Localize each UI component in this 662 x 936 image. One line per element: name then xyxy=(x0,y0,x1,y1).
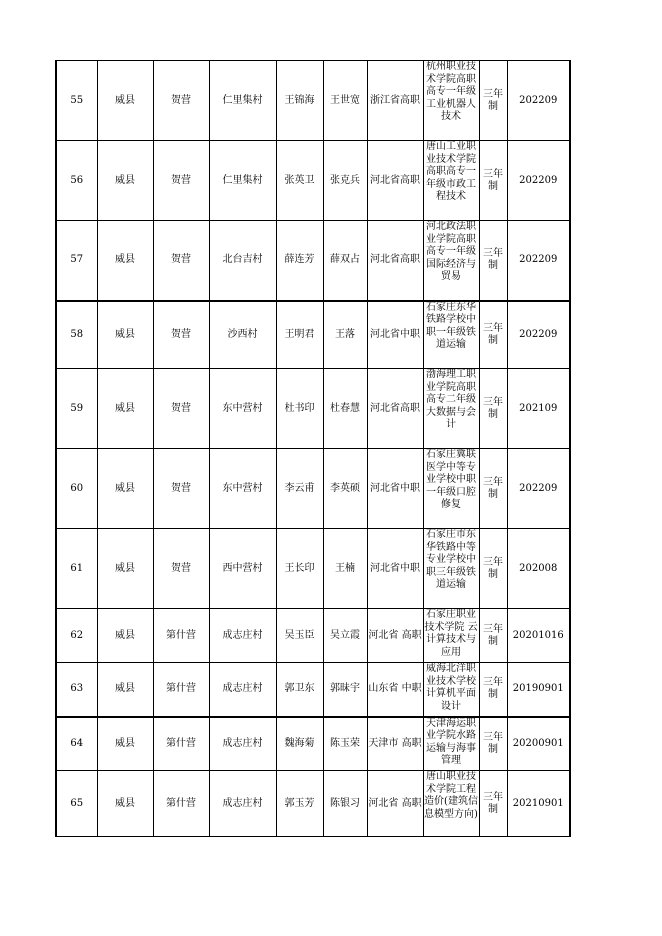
major-text: 石家庄东华铁路学校中职一年级铁道运输 xyxy=(426,301,476,350)
parent-name-cell: 魏海菊 xyxy=(276,717,323,771)
student-name-cell: 薛双占 xyxy=(323,221,367,301)
student-name-cell: 李英硕 xyxy=(323,449,367,529)
county-cell: 威县 xyxy=(97,449,153,529)
duration-cell: 三年制 xyxy=(479,369,507,449)
parent-name-cell: 张英卫 xyxy=(276,141,323,221)
school-major-cell xyxy=(423,663,479,717)
village-cell: 东中营村 xyxy=(209,449,276,529)
enroll-date-cell: 202209 xyxy=(507,221,570,301)
village-cell: 北台吉村 xyxy=(209,221,276,301)
school-location-cell: 天津市 高职 xyxy=(367,717,423,771)
table-row xyxy=(56,61,570,141)
school-major-cell xyxy=(423,301,479,369)
town-cell: 贺营 xyxy=(153,449,209,529)
table-row xyxy=(56,221,570,301)
duration-cell: 三年制 xyxy=(479,141,507,221)
major-text: 河北政法职业学院高职高专一年级国际经济与贸易 xyxy=(426,221,476,282)
duration-cell: 三年制 xyxy=(479,771,507,837)
village-cell: 西中营村 xyxy=(209,529,276,609)
town-cell: 贺营 xyxy=(153,301,209,369)
parent-name-cell: 李云甫 xyxy=(276,449,323,529)
school-location-cell: 河北省 高职 xyxy=(367,609,423,663)
school-major-cell xyxy=(423,717,479,771)
school-major-cell xyxy=(423,449,479,529)
town-cell: 第什营 xyxy=(153,663,209,717)
village-cell: 成志庄村 xyxy=(209,717,276,771)
table-row xyxy=(56,529,570,609)
town-cell: 贺营 xyxy=(153,369,209,449)
row-number: 60 xyxy=(56,449,97,529)
county-cell: 威县 xyxy=(97,663,153,717)
student-name-cell: 杜春慧 xyxy=(323,369,367,449)
student-name-cell: 王世宽 xyxy=(323,61,367,141)
school-major-cell xyxy=(423,771,479,837)
parent-name-cell: 王锦海 xyxy=(276,61,323,141)
student-name-cell: 张克兵 xyxy=(323,141,367,221)
row-number: 56 xyxy=(56,141,97,221)
parent-name-cell: 王长印 xyxy=(276,529,323,609)
major-text: 石家庄市东华铁路中等专业学校中职三年级铁道运输 xyxy=(426,529,476,590)
village-cell: 东中营村 xyxy=(209,369,276,449)
town-cell: 贺营 xyxy=(153,529,209,609)
table-row xyxy=(56,449,570,529)
major-text: 石家庄冀联医学中等专业学校中职一年级口腔修复 xyxy=(426,449,476,510)
village-cell: 成志庄村 xyxy=(209,609,276,663)
enroll-date-cell: 202209 xyxy=(507,61,570,141)
student-name-cell: 王楠 xyxy=(323,529,367,609)
enroll-date-cell: 20210901 xyxy=(507,771,570,837)
school-location-cell: 山东省 中职 xyxy=(367,663,423,717)
school-location-cell: 河北省高职 xyxy=(367,221,423,301)
duration-cell: 三年制 xyxy=(479,301,507,369)
county-cell: 威县 xyxy=(97,529,153,609)
major-text: 唐山职业技术学院工程造价(建筑信息模型方向) xyxy=(424,771,478,820)
major-text: 唐山工业职业技术学院高职高专一年级市政工程技术 xyxy=(426,141,476,202)
town-cell: 贺营 xyxy=(153,221,209,301)
row-number: 65 xyxy=(56,771,97,837)
duration-cell: 三年制 xyxy=(479,529,507,609)
row-number: 57 xyxy=(56,221,97,301)
enroll-date-cell: 20190901 xyxy=(507,663,570,717)
parent-name-cell: 郭玉芳 xyxy=(276,771,323,837)
county-cell: 威县 xyxy=(97,771,153,837)
enroll-date-cell: 202209 xyxy=(507,141,570,221)
town-cell: 第什营 xyxy=(153,609,209,663)
table-row xyxy=(56,301,570,369)
table-row xyxy=(56,771,570,837)
parent-name-cell: 王明君 xyxy=(276,301,323,369)
county-cell: 威县 xyxy=(97,301,153,369)
school-location-cell: 河北省中职 xyxy=(367,301,423,369)
school-major-cell xyxy=(423,369,479,449)
duration-cell: 三年制 xyxy=(479,609,507,663)
parent-name-cell: 郭卫东 xyxy=(276,663,323,717)
town-cell: 贺营 xyxy=(153,141,209,221)
village-cell: 仁里集村 xyxy=(209,61,276,141)
row-number: 64 xyxy=(56,717,97,771)
enroll-date-cell: 20201016 xyxy=(507,609,570,663)
enroll-date-cell: 202109 xyxy=(507,369,570,449)
enroll-date-cell: 202209 xyxy=(507,449,570,529)
student-name-cell: 郭昧宇 xyxy=(323,663,367,717)
table-row xyxy=(56,141,570,221)
row-number: 63 xyxy=(56,663,97,717)
duration-cell: 三年制 xyxy=(479,61,507,141)
table-row xyxy=(56,663,570,717)
school-major-cell xyxy=(423,141,479,221)
major-text: 石家庄职业技术学院 云计算技术与应用 xyxy=(424,609,478,658)
major-text: 天津海运职业学院水路运输与海事管理 xyxy=(426,717,476,766)
village-cell: 成志庄村 xyxy=(209,663,276,717)
table-row xyxy=(56,369,570,449)
school-major-cell xyxy=(423,609,479,663)
parent-name-cell: 杜书印 xyxy=(276,369,323,449)
table-row xyxy=(56,609,570,663)
table-row xyxy=(56,717,570,771)
major-text: 杭州职业技术学院高职高专一年级工业机器人技术 xyxy=(426,61,476,122)
duration-cell: 三年制 xyxy=(479,449,507,529)
enroll-date-cell: 202209 xyxy=(507,301,570,369)
student-name-cell: 陈玉荣 xyxy=(323,717,367,771)
county-cell: 威县 xyxy=(97,61,153,141)
school-location-cell: 河北省 高职 xyxy=(367,771,423,837)
school-location-cell: 浙江省高职 xyxy=(367,61,423,141)
village-cell: 仁里集村 xyxy=(209,141,276,221)
county-cell: 威县 xyxy=(97,609,153,663)
major-text: 威海北洋职业技术学校 计算机平面设计 xyxy=(426,663,476,712)
enroll-date-cell: 20200901 xyxy=(507,717,570,771)
village-cell: 成志庄村 xyxy=(209,771,276,837)
county-cell: 威县 xyxy=(97,221,153,301)
school-major-cell xyxy=(423,61,479,141)
county-cell: 威县 xyxy=(97,369,153,449)
enroll-date-cell: 202008 xyxy=(507,529,570,609)
school-location-cell: 河北省中职 xyxy=(367,529,423,609)
student-name-cell: 陈银习 xyxy=(323,771,367,837)
town-cell: 贺营 xyxy=(153,61,209,141)
row-number: 62 xyxy=(56,609,97,663)
duration-cell: 三年制 xyxy=(479,717,507,771)
duration-cell: 三年制 xyxy=(479,663,507,717)
school-major-cell xyxy=(423,221,479,301)
school-location-cell: 河北省中职 xyxy=(367,449,423,529)
county-cell: 威县 xyxy=(97,717,153,771)
village-cell: 沙西村 xyxy=(209,301,276,369)
table-body xyxy=(56,61,570,837)
student-table xyxy=(55,60,571,837)
parent-name-cell: 吴玉臣 xyxy=(276,609,323,663)
school-location-cell: 河北省高职 xyxy=(367,141,423,221)
row-number: 59 xyxy=(56,369,97,449)
student-name-cell: 王落 xyxy=(323,301,367,369)
county-cell: 威县 xyxy=(97,141,153,221)
duration-cell: 三年制 xyxy=(479,221,507,301)
parent-name-cell: 薛连芳 xyxy=(276,221,323,301)
town-cell: 第什营 xyxy=(153,717,209,771)
row-number: 58 xyxy=(56,301,97,369)
school-major-cell xyxy=(423,529,479,609)
major-text: 渤海理工职业学院高职高专二年级大数据与会计 xyxy=(426,369,476,430)
school-location-cell: 河北省高职 xyxy=(367,369,423,449)
student-name-cell: 吴立霞 xyxy=(323,609,367,663)
row-number: 55 xyxy=(56,61,97,141)
town-cell: 第什营 xyxy=(153,771,209,837)
row-number: 61 xyxy=(56,529,97,609)
